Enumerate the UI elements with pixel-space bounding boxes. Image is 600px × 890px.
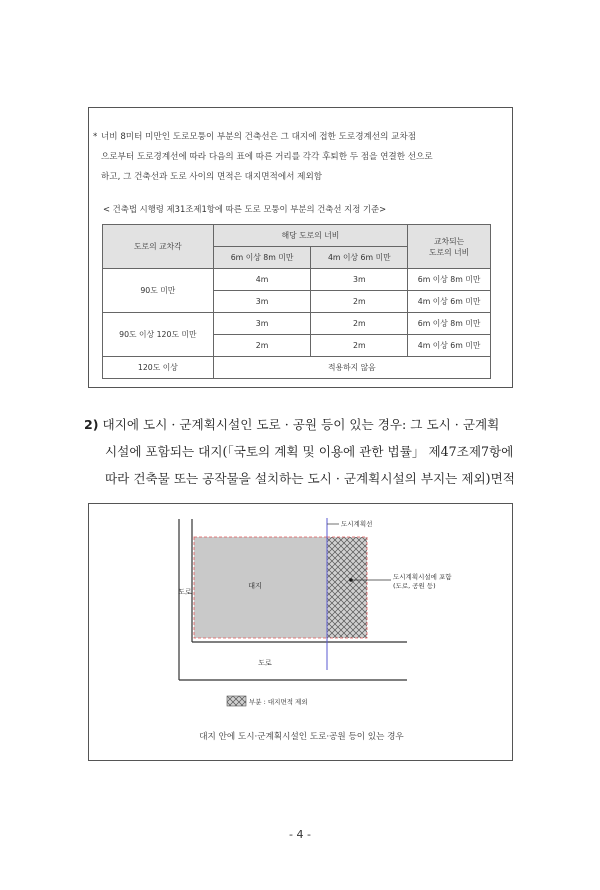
- note-line-1: 너비 8미터 미만인 도로모퉁이 부분의 건축선은 그 대지에 접한 도로경계선의 교차점: [101, 132, 417, 142]
- note-star: *: [93, 132, 98, 142]
- diagram-box: [88, 503, 513, 761]
- facility-label-1: 도시계획시설에 포함: [393, 573, 452, 581]
- page-number: - 4 -: [289, 828, 311, 841]
- paragraph-line-1: [84, 414, 516, 433]
- facility-area: [327, 537, 367, 638]
- diagram-caption: 대지 안에 도시·군계획시설인 도로·공원 등이 있는 경우: [199, 732, 404, 742]
- header-cross-line-1: 교차되는: [434, 236, 465, 246]
- table-cell: 3m: [311, 269, 408, 291]
- header-angle: 도로의 교차각: [103, 225, 214, 269]
- header-width-group: 해당 도로의 너비: [213, 225, 407, 247]
- site-label: 대지: [248, 582, 262, 590]
- table-cell: 4m: [213, 269, 311, 291]
- row-angle: 90도 미만: [103, 269, 214, 313]
- table-cell: 3m: [213, 313, 311, 335]
- note-line-2: 으로부터 도로경계선에 따라 다음의 표에 따른 거리를 각각 후퇴한 두 점을 연결한 선으로: [101, 152, 433, 162]
- note-box: [88, 107, 513, 388]
- table-caption: < 건축법 시행령 제31조제1항에 따른 도로 모퉁이 부분의 건축선 지정 기준>: [103, 204, 387, 214]
- paragraph-text-1: 대지에 도시 · 군계획시설인 도로 · 공원 등이 있는 경우: 그 도시 · 군계획: [102, 417, 500, 432]
- note-text: [93, 127, 503, 187]
- header-col-1: 6m 이상 8m 미만: [213, 247, 311, 269]
- table-cell: 6m 이상 8m 미만: [408, 313, 491, 335]
- table-cell: 2m: [311, 291, 408, 313]
- table-cell: 2m: [213, 335, 311, 357]
- paragraph-number: 2): [84, 417, 99, 432]
- row-angle: 120도 이상: [103, 357, 214, 379]
- note-line-3: 하고, 그 건축선과 도로 사이의 면적은 대지면적에서 제외함: [101, 172, 323, 182]
- paragraph-line-2: 시설에 포함되는 대지(「국토의 계획 및 이용에 관한 법률」 제47조제7항에: [105, 444, 514, 459]
- table-cell-not-applicable: 적용하지 않음: [213, 357, 490, 379]
- legend-text: 부분 : 대지면적 제외: [249, 698, 308, 706]
- facility-label-2: (도로, 공원 등): [393, 582, 436, 590]
- header-cross-line-2: 도로의 너비: [429, 247, 470, 257]
- table-cell: 4m 이상 6m 미만: [408, 335, 491, 357]
- setback-standard-table: [102, 224, 491, 379]
- paragraph-line-3: 따라 건축물 또는 공작물을 설치하는 도시 · 군계획시설의 부지는 제외)면적: [105, 471, 515, 486]
- header-col-2: 4m 이상 6m 미만: [311, 247, 408, 269]
- road-bottom-label: 도로: [258, 659, 272, 667]
- table-cell: 4m 이상 6m 미만: [408, 291, 491, 313]
- plan-line-label: 도시계획선: [341, 520, 373, 528]
- header-cross-width: [408, 225, 491, 269]
- row-angle: 90도 이상 120도 미만: [103, 313, 214, 357]
- legend-swatch: [227, 696, 246, 706]
- table-cell: 2m: [311, 313, 408, 335]
- road-left-label: 도로: [178, 588, 192, 596]
- site-diagram: [89, 504, 514, 724]
- table-cell: 3m: [213, 291, 311, 313]
- table-cell: 6m 이상 8m 미만: [408, 269, 491, 291]
- table-cell: 2m: [311, 335, 408, 357]
